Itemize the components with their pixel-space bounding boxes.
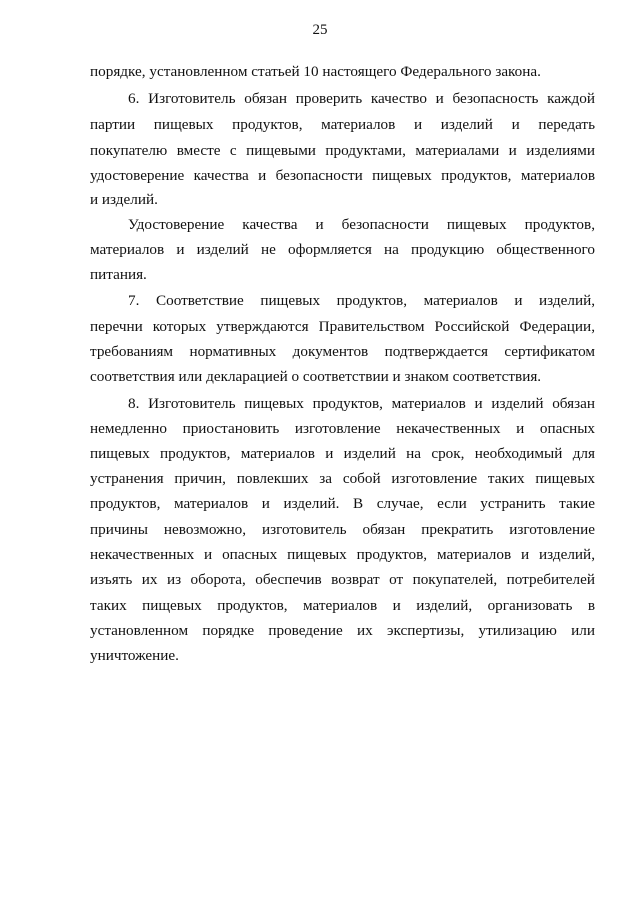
text-line: изъять их из оборота, обеспечив возврат от покупателей, потребителей <box>90 571 595 588</box>
text-line: 6. Изготовитель обязан проверить качество и безопасность каждой <box>128 90 595 107</box>
text-line: требованиям нормативных документов подтверждается сертификатом <box>90 343 595 360</box>
text-line: некачественных и опасных пищевых продуктов, материалов и изделий, <box>90 546 595 563</box>
text-line: 7. Соответствие пищевых продуктов, материалов и изделий, <box>128 292 595 309</box>
text-line: порядке, установленном статьей 10 настоящего Федерального закона. <box>90 63 541 80</box>
text-line: материалов и изделий не оформляется на продукцию общественного <box>90 241 595 258</box>
text-line: продуктов, материалов и изделий. В случае, если устранить такие <box>90 495 595 512</box>
text-line: немедленно приостановить изготовление некачественных и опасных <box>90 420 595 437</box>
text-line: пищевых продуктов, материалов и изделий на срок, необходимый для <box>90 445 595 462</box>
text-line: установленном порядке проведение их экспертизы, утилизацию или <box>90 622 595 639</box>
text-line: покупателю вместе с пищевыми продуктами, материалами и изделиями <box>90 142 595 159</box>
text-line: Удостоверение качества и безопасности пищевых продуктов, <box>128 216 595 233</box>
text-line: устранения причин, повлекших за собой изготовление таких пищевых <box>90 470 595 487</box>
text-line: и изделий. <box>90 191 158 208</box>
text-line: питания. <box>90 266 147 283</box>
text-line: таких пищевых продуктов, материалов и изделий, организовать в <box>90 597 595 614</box>
text-line: соответствия или декларацией о соответствии и знаком соответствия. <box>90 368 542 385</box>
text-line: удостоверение качества и безопасности пищевых продуктов, материалов <box>90 167 595 184</box>
text-line: партии пищевых продуктов, материалов и изделий и передать <box>90 116 595 133</box>
text-line: 8. Изготовитель пищевых продуктов, материалов и изделий обязан <box>128 395 595 412</box>
text-line: причины невозможно, изготовитель обязан прекратить изготовление <box>90 521 595 538</box>
page-number: 25 <box>312 22 328 38</box>
text-line: перечни которых утверждаются Правительством Российской Федерации, <box>90 318 595 335</box>
text-line: уничтожение. <box>90 647 179 664</box>
